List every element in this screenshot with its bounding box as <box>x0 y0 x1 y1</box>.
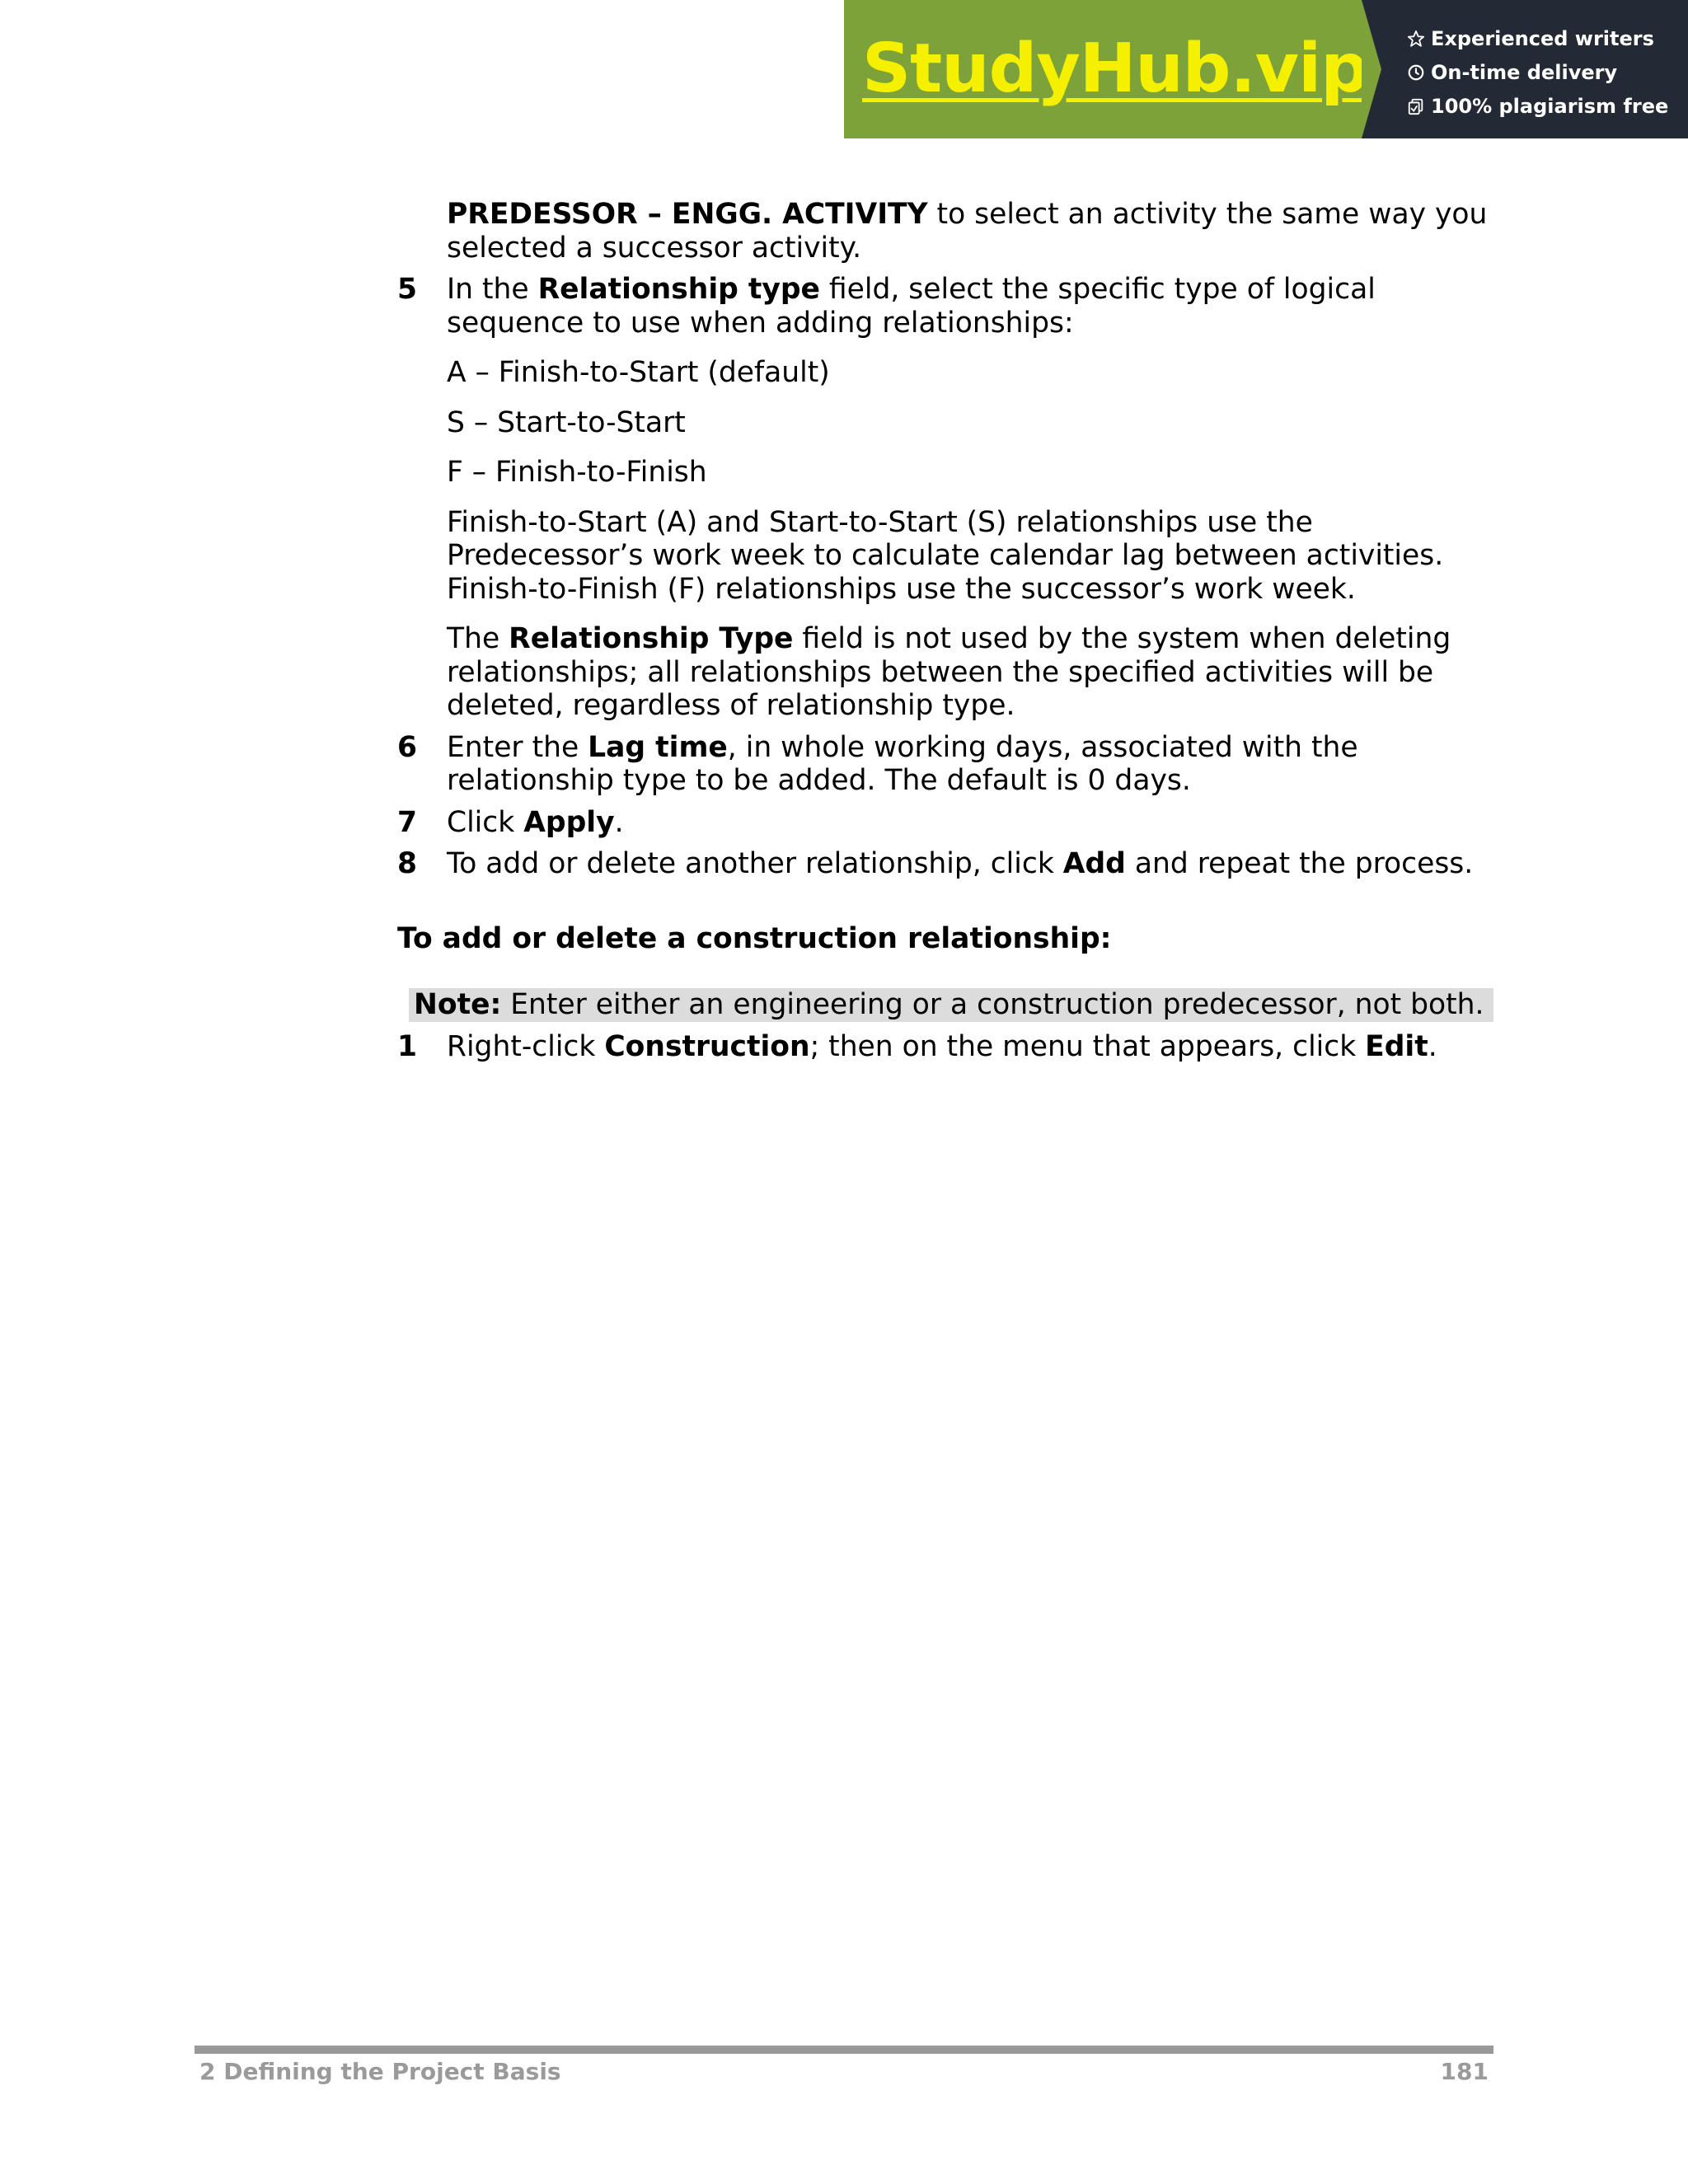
step-text-bold: Edit <box>1365 1029 1428 1063</box>
step-text <box>447 806 1493 840</box>
step-text-bold: Apply <box>523 805 615 839</box>
step-text-bold: Construction <box>604 1029 810 1063</box>
step-text-post: . <box>614 805 624 839</box>
option-finish-to-finish: F – Finish-to-Finish <box>447 456 707 489</box>
step-number: 5 <box>397 273 418 306</box>
intro-text: to select an activity the same way you selected a successor activity. <box>447 198 1488 265</box>
intro-paragraph <box>447 198 1493 265</box>
footer-page-number: 181 <box>1440 2058 1489 2085</box>
step-6 <box>397 731 1493 798</box>
intro-bold: PREDESSOR – ENGG. ACTIVITY <box>447 198 928 231</box>
feature-experienced-writers <box>1406 21 1688 55</box>
feature-label: Experienced writers <box>1431 26 1654 50</box>
feature-label: 100% plagiarism free <box>1431 94 1669 118</box>
step-5 <box>397 273 1493 340</box>
step-text-post: , in whole working days, associated with the relationship type to be added. The default is 0 days. <box>447 730 1358 797</box>
step-text-pre: Click <box>447 805 524 839</box>
document-body <box>397 198 1493 1063</box>
footer-rule <box>195 2046 1493 2054</box>
step-text-post: . <box>1428 1029 1437 1063</box>
feature-plagiarism-free <box>1406 89 1688 123</box>
step-number: 7 <box>397 805 418 839</box>
studyhub-banner[interactable] <box>844 0 1688 138</box>
step-text-bold: Add <box>1062 847 1126 880</box>
note-pre: The <box>447 622 509 655</box>
step-text-mid: ; then on the menu that appears, click <box>809 1029 1366 1063</box>
step-text-bold: Lag time <box>588 730 728 764</box>
step-text-pre: To add or delete another relationship, click <box>447 847 1063 880</box>
step-text-pre: In the <box>447 273 538 306</box>
star-icon <box>1406 29 1426 49</box>
note-bold: Relationship Type <box>509 622 794 655</box>
banner-arrow-shape <box>1362 0 1381 138</box>
calendar-note-paragraph: Finish-to-Start (A) and Start-to-Start (S) relationships use the Predecessor’s work week to calculate calendar lag between activities. Finish-to-Finish (F) relationships use the successor’s work week. <box>447 505 1444 606</box>
step-text-pre: Right-click <box>447 1029 605 1063</box>
note-label: Note: <box>414 988 502 1021</box>
option-finish-to-start: A – Finish-to-Start (default) <box>447 356 830 389</box>
section-heading: To add or delete a construction relationship: <box>397 921 1112 955</box>
copy-check-icon <box>1406 96 1426 116</box>
option-start-to-start: S – Start-to-Start <box>447 405 686 439</box>
banner-logo-panel <box>844 0 1368 138</box>
note-box <box>409 988 1493 1022</box>
banner-features-panel <box>1362 0 1688 138</box>
step-text-bold: Relationship type <box>537 273 820 306</box>
step-number: 1 <box>397 1029 418 1063</box>
feature-on-time-delivery <box>1406 55 1688 89</box>
step-text-post: and repeat the process. <box>1125 847 1474 880</box>
note-post: field is not used by the system when deleting relationships; all relationships between the specified activities will be deleted, regardless of relationship type. <box>447 622 1451 722</box>
step-text-pre: Enter the <box>447 730 588 764</box>
clock-icon <box>1406 63 1426 82</box>
step-7 <box>397 806 1493 840</box>
step-number: 6 <box>397 730 418 764</box>
step-text <box>447 847 1493 881</box>
step-text <box>447 1030 1493 1064</box>
footer-chapter-title: 2 Defining the Project Basis <box>199 2058 561 2085</box>
step-text <box>447 273 1493 340</box>
step-text <box>447 731 1493 798</box>
relationship-type-note <box>447 622 1493 723</box>
step-number: 8 <box>397 847 418 880</box>
step-text-post: field, select the specific type of logical sequence to use when adding relationships: <box>447 273 1376 340</box>
feature-label: On-time delivery <box>1431 60 1618 84</box>
note-text: Enter either an engineering or a construction predecessor, not both. <box>501 988 1484 1021</box>
studyhub-logo: StudyHub.vip <box>862 30 1368 108</box>
step-1 <box>397 1030 1493 1064</box>
step-8 <box>397 847 1493 881</box>
